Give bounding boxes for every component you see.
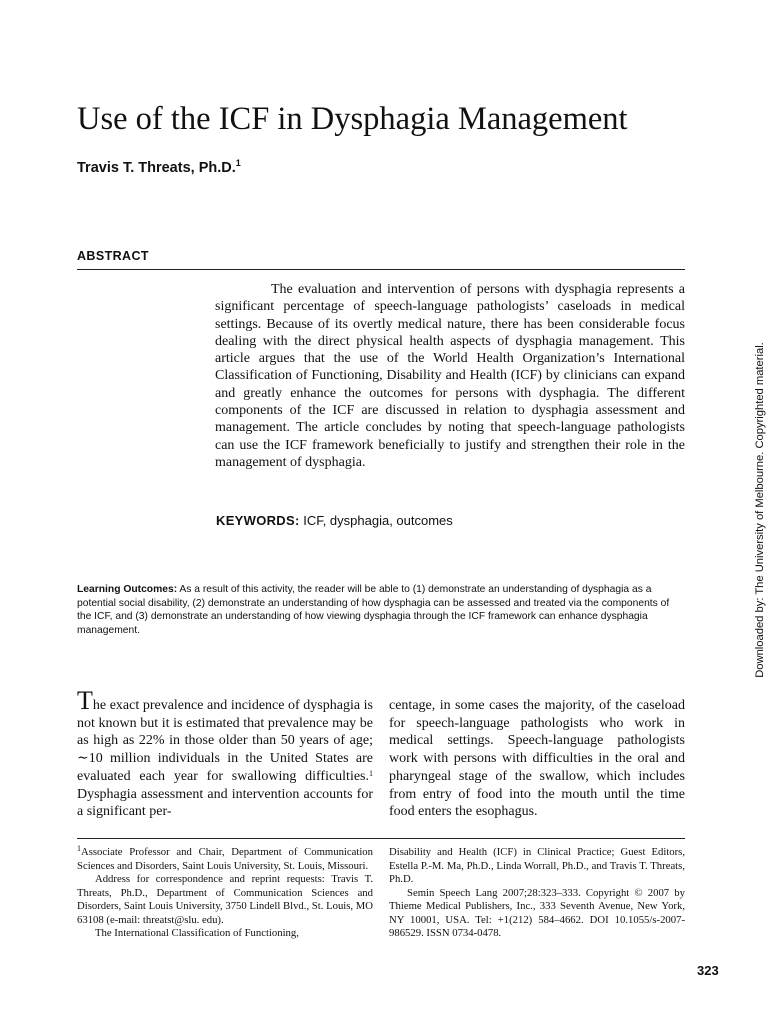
drop-cap: T [77, 686, 93, 715]
keywords [216, 513, 453, 529]
learning-outcomes-text: As a result of this activity, the reader will be able to (1) demonstrate an understanding of dysphagia as a potential social disability, (2) demonstrate an understanding of how dysphagia can be assessed and treated via the components of the ICF, and (3) demonstrate an understanding of how viewing dysphagia through the ICF framework can enhance dysphagia management. [77, 584, 670, 637]
body-left-part1: he exact prevalence and incidence of dysphagia is not known but it is estimated that prevalence may be as high as 22% in those older than 50 years of age; ∼10 million individuals in the United States are evaluated each year for swallowing difficulties. [77, 698, 373, 784]
keywords-text: ICF, dysphagia, outcomes [299, 513, 453, 528]
footnotes-left [77, 846, 373, 941]
abstract-rule [77, 269, 685, 270]
author-name [77, 160, 241, 177]
footnote-affiliation [77, 846, 373, 873]
keywords-label: KEYWORDS: [216, 513, 300, 528]
body-right-column: centage, in some cases the majority, of the caseload for speech-language pathologists who work in medical settings. Speech-language pathologists work with persons with difficulties in the oral and pharyngeal stage of the swallow, which includes from entry of food into the mouth until the time food enters the esophagus. [389, 698, 685, 820]
footnote-correspondence: Address for correspondence and reprint requests: Travis T. Threats, Ph.D., Department of Communication Sciences and Disorders, Saint Louis University, 3750 Lindell Blvd., St. Louis, MO 63108 (e-mail: threatst@slu. edu). [77, 873, 373, 926]
abstract-body: The evaluation and intervention of persons with dysphagia represents a significant percentage of speech-language pathologists’ caseloads in medical settings. Because of its overtly medical nature, there has been considerable focus dealing with the direct physical health aspects of dysphagia management. This article argues that the use of the World Health Organization’s International Classification of Functioning, Disability and Health (ICF) by clinicians can expand and greatly enhance the outcomes for persons with dysphagia. The different components of the ICF are discussed in relation to dysphagia assessment and management. The article concludes by noting that speech-language pathologists can use the ICF framework beneficially to justify and strengthen their role in the management of dysphagia. [215, 282, 685, 470]
learning-outcomes [77, 583, 685, 638]
footnote-citation: Semin Speech Lang 2007;28:323–333. Copyright © 2007 by Thieme Medical Publishers, Inc., 333 Seventh Avenue, New York, NY 10001, USA. Tel: +1(212) 584–4662. DOI 10.1055/s-2007-986529. ISSN 0734-0478. [389, 886, 685, 939]
author-name-text: Travis T. Threats, Ph.D. [77, 160, 236, 176]
footnote-mark: 1 [77, 844, 81, 853]
citation-mark: 1 [369, 768, 373, 778]
footnote-issue-start: The International Classification of Functioning, [95, 927, 299, 939]
page-number: 323 [697, 963, 719, 978]
body-left-column [77, 686, 373, 821]
footnotes-right [389, 846, 685, 941]
article-title: Use of the ICF in Dysphagia Management [77, 101, 628, 137]
body-left-part2: Dysphagia assessment and intervention accounts for a significant per- [77, 786, 373, 820]
footnote-issue-continued: Disability and Health (ICF) in Clinical Practice; Guest Editors, Estella P.-M. Ma, Ph.D., Linda Worrall, Ph.D., and Travis T. Threats, Ph.D. [389, 846, 685, 885]
footnote-rule [77, 838, 685, 839]
footnote-affiliation-text: Associate Professor and Chair, Department of Communication Sciences and Disorders, Saint Louis University, St. Louis, Missouri. [77, 846, 373, 872]
author-footnote-mark: 1 [235, 158, 241, 168]
download-watermark: Downloaded by: The University of Melbourne. Copyrighted material. [754, 342, 766, 678]
abstract-heading: ABSTRACT [77, 249, 149, 263]
learning-outcomes-label: Learning Outcomes: [77, 584, 178, 595]
